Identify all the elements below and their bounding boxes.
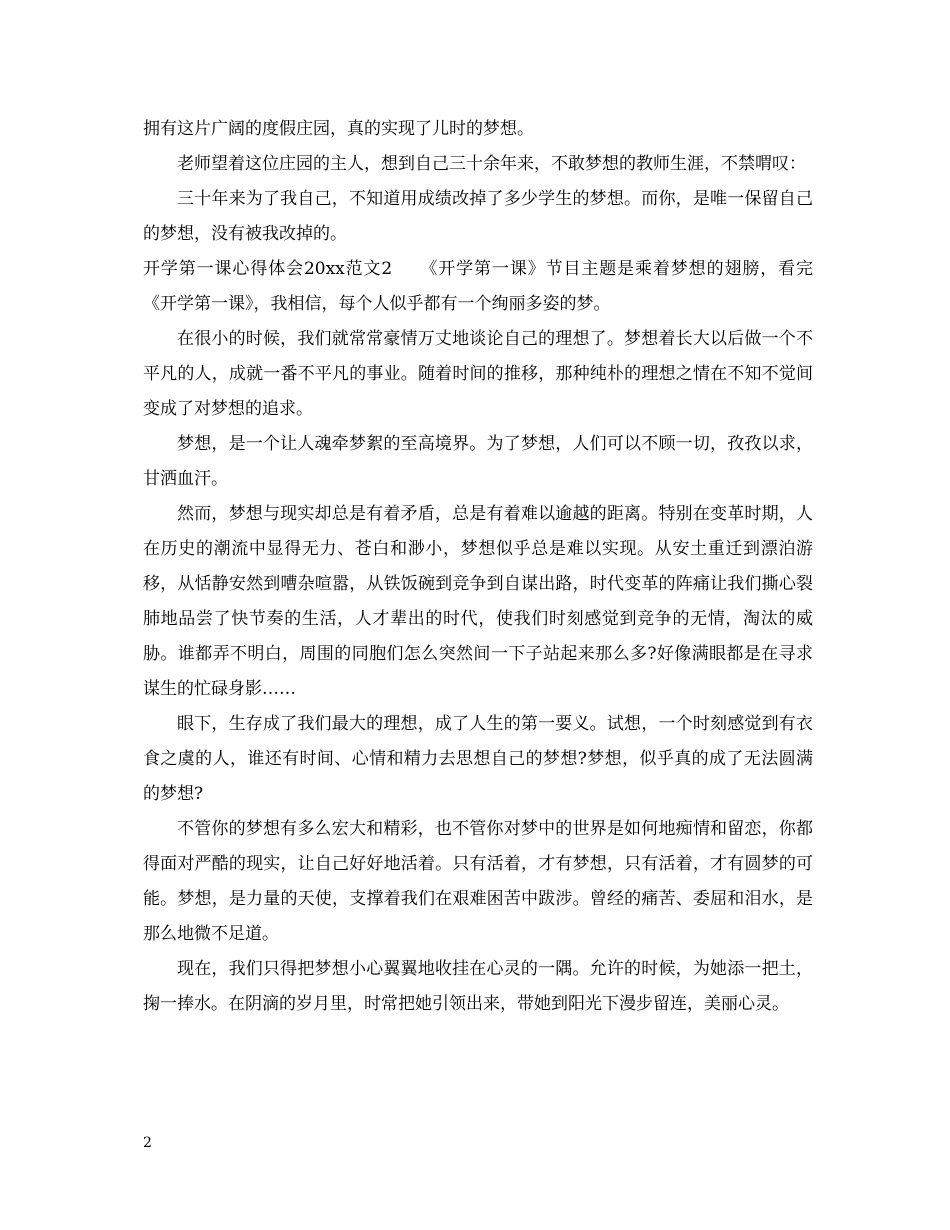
paragraph-1: 拥有这片广阔的度假庄园，真的实现了儿时的梦想。 [143, 119, 534, 139]
paragraph-2: 老师望着这位庄园的主人，想到自己三十余年来，不敢梦想的教师生涯，不禁喟叹： [177, 154, 806, 174]
paragraph-9: 不管你的梦想有多么宏大和精彩，也不管你对梦中的世界是如何地痴情和留恋，你都得面对严酷的现实，让自己好好地活着。只有活着，才有梦想，只有活着，才有圆梦的可能。梦想，是力量的天使，支撑着我们在艰难困苦中跋涉。曾经的痛苦、委屈和泪水，是那么地微不足道。 [143, 819, 813, 944]
paragraph-5: 在很小的时候，我们就常常豪情万丈地谈论自己的理想了。梦想着长大以后做一个不平凡的人，成就一番不平凡的事业。随着时间的推移，那种纯朴的理想之情在不知不觉间变成了对梦想的追求。 [143, 329, 813, 419]
paragraph-7: 然而，梦想与现实却总是有着矛盾，总是有着难以逾越的距离。特别在变革时期，人在历史的潮流中显得无力、苍白和渺小，梦想似乎总是难以实现。从安土重迁到漂泊游移，从恬静安然到嘈杂喧嚣，从铁饭碗到竞争到自谋出路，时代变革的阵痛让我们撕心裂肺地品尝了快节奏的生活，人才辈出的时代，使我们时刻感觉到竞争的无情，淘汰的威胁。谁都弄不明白，周围的同胞们怎么突然间一下子站起来那么多?好像满眼都是在寻求谋生的忙碌身影…… [143, 504, 813, 699]
page-number: 2 [143, 1135, 152, 1151]
paragraph-6: 梦想，是一个让人魂牵梦絮的至高境界。为了梦想，人们可以不顾一切，孜孜以求，甘洒血汗。 [143, 434, 813, 489]
paragraph-4-heading: 开学第一课心得体会20xx范文2 《开学第一课》节目主题是乘着梦想的翅膀，看完《开学第一课》，我相信，每个人似乎都有一个绚丽多姿的梦。 [143, 259, 813, 314]
paragraph-10: 现在，我们只得把梦想小心翼翼地收挂在心灵的一隅。允许的时候，为她添一把土，掬一捧水。在阴滴的岁月里，时常把她引领出来，带她到阳光下漫步留连，美丽心灵。 [143, 959, 813, 1014]
paragraph-3: 三十年来为了我自己，不知道用成绩改掉了多少学生的梦想。而你，是唯一保留自己的梦想，没有被我改掉的。 [143, 189, 813, 244]
paragraph-8: 眼下，生存成了我们最大的理想，成了人生的第一要义。试想，一个时刻感觉到有衣食之虞的人，谁还有时间、心情和精力去思想自己的梦想?梦想，似乎真的成了无法圆满的梦想? [143, 714, 813, 804]
document-body [143, 112, 813, 1022]
